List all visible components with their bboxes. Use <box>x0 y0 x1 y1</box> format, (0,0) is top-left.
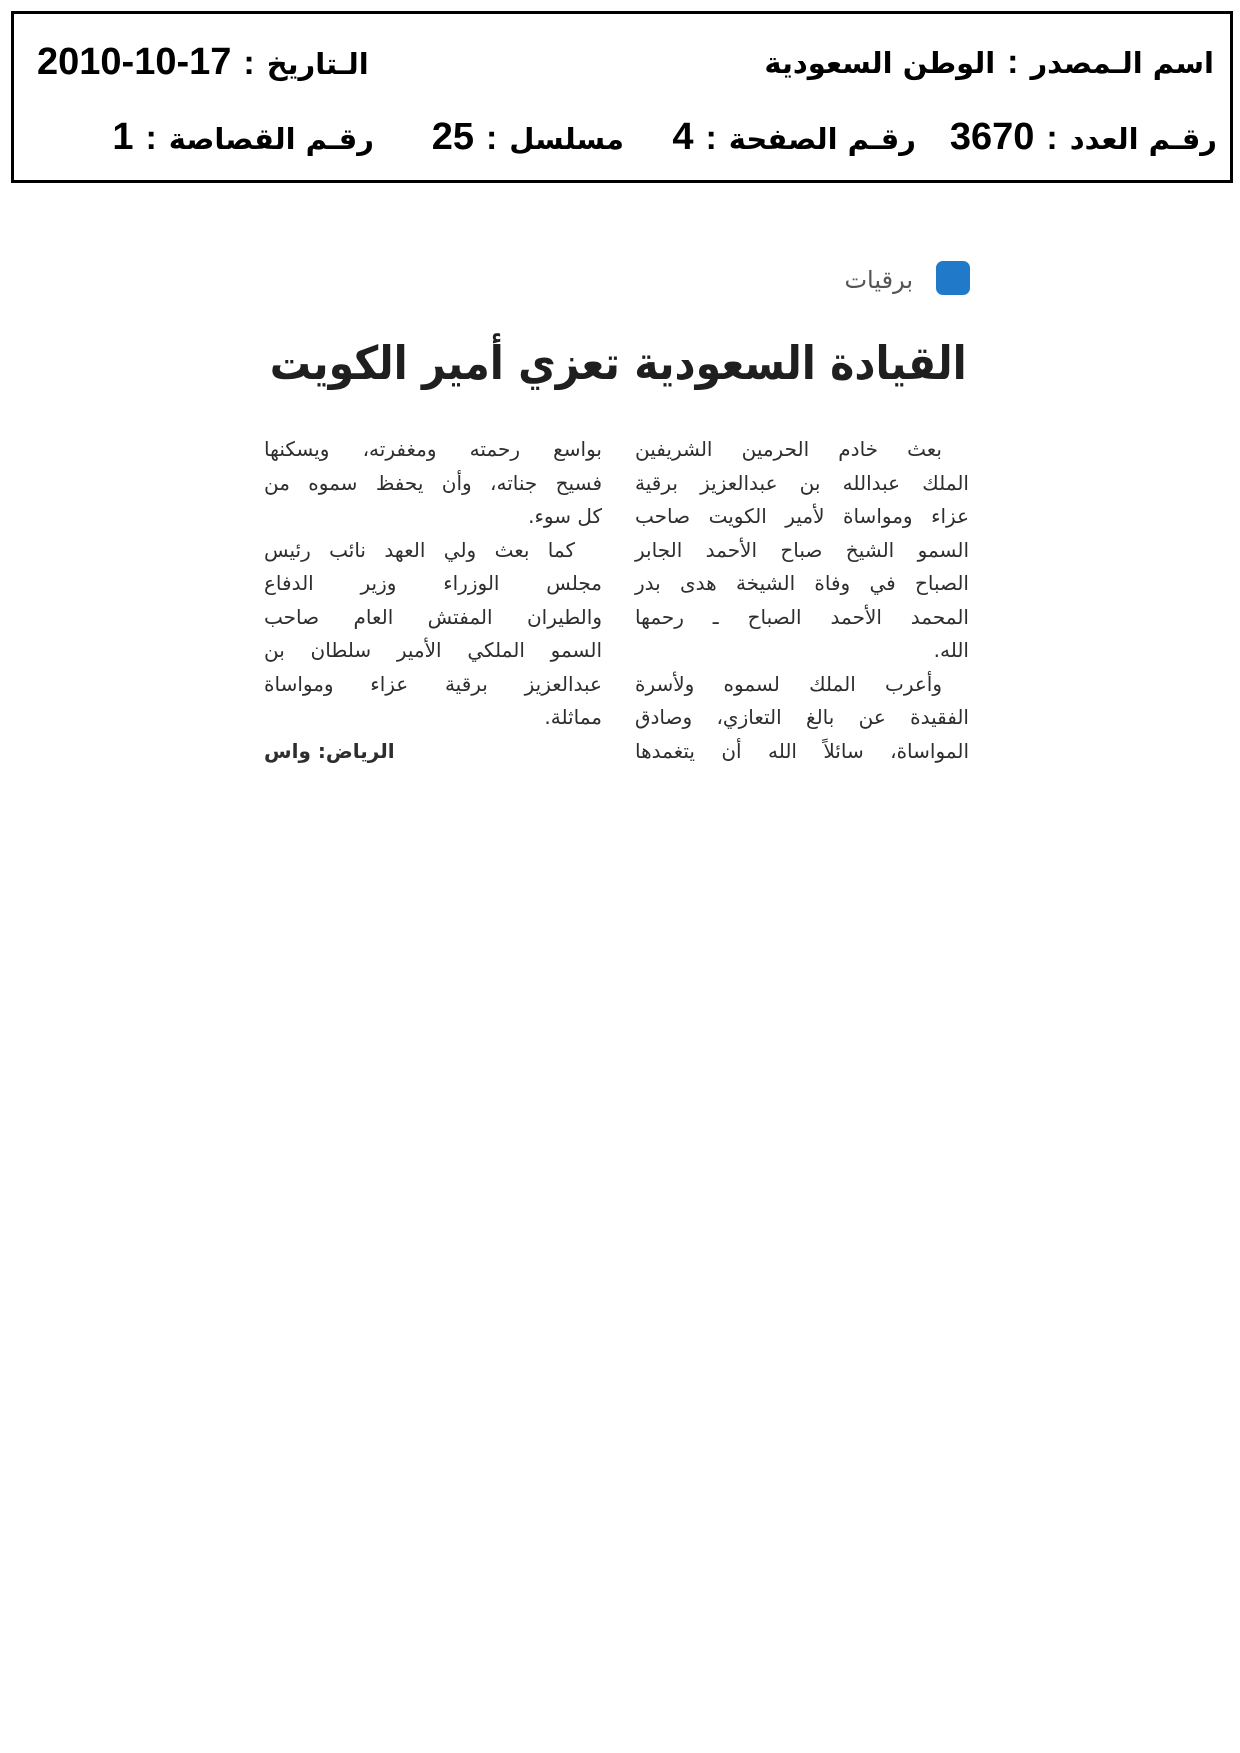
source-value: الوطن السعودية <box>764 46 996 80</box>
page-label: رقـم الصفحة <box>728 122 916 156</box>
column-lines <box>635 433 969 768</box>
article-column-right <box>635 433 969 768</box>
article-line: بعث خادم الحرمين الشريفين <box>635 437 942 461</box>
issue-label: رقـم العدد <box>1069 122 1217 156</box>
date-field <box>37 37 369 87</box>
article-line: المحمد الأحمد الصباح ـ رحمها <box>635 604 969 629</box>
article-line: السمو الشيخ صباح الأحمد الجابر <box>635 537 969 562</box>
date-label: الـتاريخ <box>266 47 369 81</box>
clip-value: 1 <box>112 116 134 158</box>
separator: : <box>145 119 157 157</box>
separator: : <box>1007 43 1019 81</box>
article-line: عزاء ومواساة لأمير الكويت صاحب <box>635 504 969 528</box>
issue-value: 3670 <box>949 116 1035 158</box>
serial-field <box>432 112 624 162</box>
column-lines <box>264 433 602 735</box>
source-field <box>764 37 1214 87</box>
article-headline: القيادة السعودية تعزي أمير الكويت <box>270 336 967 390</box>
article-line: مجلس الوزراء وزير الدفاع <box>264 571 602 595</box>
article-byline: الرياض: واس <box>264 738 395 763</box>
article-line: كل سوء. <box>528 504 602 528</box>
issue-field <box>950 112 1217 162</box>
article-line: المواساة، سائلاً الله أن يتغمدها <box>635 738 969 763</box>
clip-field <box>112 112 374 162</box>
article-line: السمو الملكي الأمير سلطان بن <box>264 638 602 662</box>
separator: : <box>705 119 717 157</box>
separator: : <box>485 119 498 157</box>
section-label: برقيات <box>844 266 913 294</box>
article-line: الله. <box>933 638 969 662</box>
page-field <box>672 112 916 162</box>
section-marker-square <box>936 261 970 295</box>
article-line: عبدالعزيز برقية عزاء ومواساة <box>264 671 602 696</box>
serial-value: 25 <box>431 116 474 158</box>
source-label: اسم الـمصدر <box>1030 46 1214 80</box>
article-column-left <box>264 433 602 768</box>
article-line: مماثلة. <box>544 705 602 729</box>
clip-label: رقـم القصاصة <box>168 122 374 156</box>
article-line: بواسع رحمته ومغفرته، ويسكنها <box>264 437 602 461</box>
page-value: 4 <box>672 116 694 158</box>
article-line: فسيح جناته، وأن يحفظ سموه من <box>264 470 602 495</box>
date-value: 2010-10-17 <box>37 41 232 83</box>
serial-label: مسلسل <box>509 122 624 156</box>
article-line: كما بعث ولي العهد نائب رئيس <box>264 537 575 562</box>
separator: : <box>1046 119 1058 157</box>
article-line: الصباح في وفاة الشيخة هدى بدر <box>635 571 969 595</box>
article-line: الملك عبدالله بن عبدالعزيز برقية <box>635 470 969 495</box>
article-line: وأعرب الملك لسموه ولأسرة <box>635 671 942 696</box>
article-line: والطيران المفتش العام صاحب <box>264 604 602 629</box>
separator: : <box>243 44 255 82</box>
article-line: الفقيدة عن بالغ التعازي، وصادق <box>635 705 969 729</box>
